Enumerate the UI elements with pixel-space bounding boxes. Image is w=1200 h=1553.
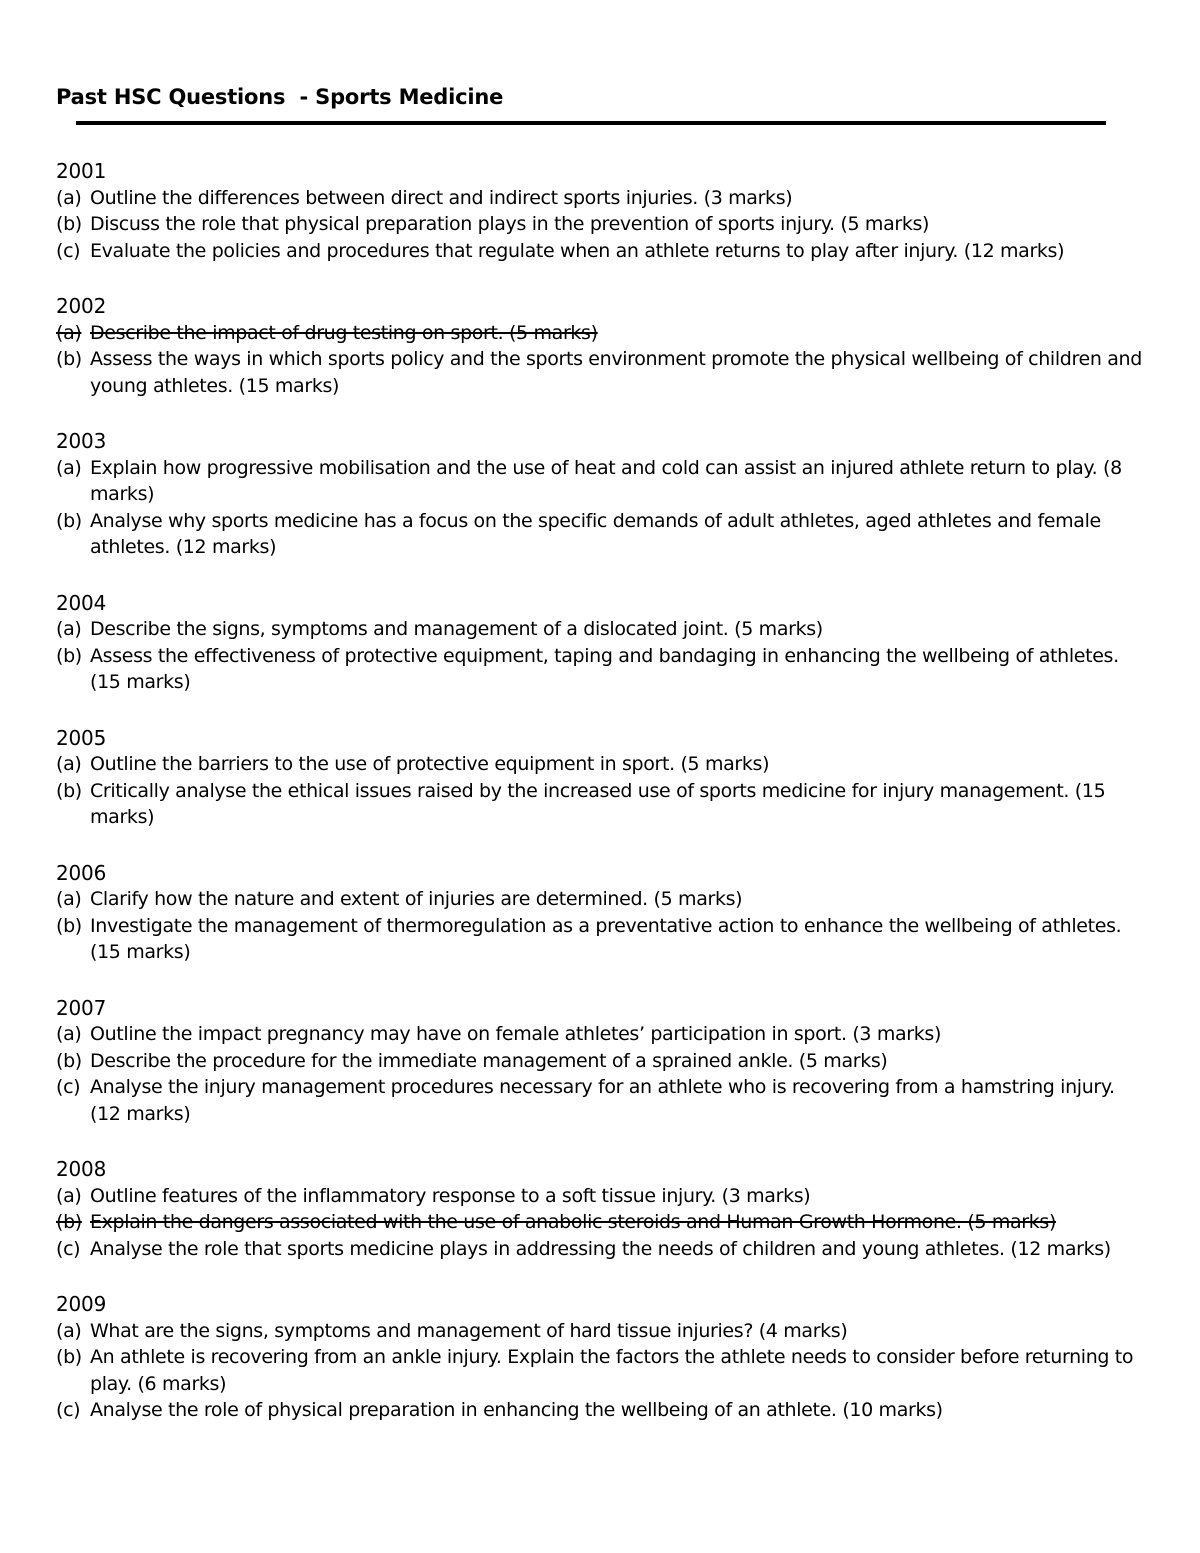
year-section (56, 293, 1146, 399)
question-label: (a) (56, 1184, 82, 1207)
question-text: Outline the differences between direct and indirect sports injuries. (3 marks) (90, 186, 793, 209)
question-label: (a) (56, 888, 82, 910)
question-item (56, 455, 1146, 508)
question-text: Analyse the injury management procedures necessary for an athlete who is recovering from a hamstring injury. (12 marks) (90, 1076, 1115, 1125)
question-label: (b) (56, 779, 82, 802)
question-text: Assess the ways in which sports policy and the sports environment promote the physical wellbeing of children and young athletes. (15 marks) (90, 348, 1142, 397)
question-label: (c) (56, 239, 81, 262)
year-section (56, 860, 1146, 966)
question-text: Analyse the role that sports medicine plays in addressing the needs of children and young athletes. (12 marks) (90, 1237, 1111, 1260)
question-item (56, 616, 1146, 643)
question-item (56, 1318, 1146, 1345)
question-item (56, 185, 1146, 212)
question-item (56, 1236, 1146, 1263)
year-heading: 2001 (56, 159, 107, 183)
question-text: Clarify how the nature and extent of injuries are determined. (5 marks) (90, 888, 743, 910)
year-section (56, 995, 1146, 1128)
question-label: (b) (56, 644, 82, 667)
question-item (56, 1021, 1146, 1048)
title-rule (76, 121, 1106, 125)
question-text: Explain how progressive mobilisation and the use of heat and cold can assist an injured athlete return to play. (8 marks) (90, 456, 1122, 505)
question-item (56, 211, 1146, 238)
question-label: (b) (56, 1346, 82, 1368)
question-label: (a) (56, 753, 82, 775)
question-item (56, 913, 1146, 966)
year-heading: 2005 (56, 725, 107, 750)
question-text: Evaluate the policies and procedures that regulate when an athlete returns to play after injury. (12 marks) (90, 239, 1065, 262)
question-item (56, 1183, 1146, 1210)
question-item (56, 1074, 1146, 1127)
question-label: (a) (56, 321, 82, 344)
question-text: What are the signs, symptoms and management of hard tissue injuries? (4 marks) (90, 1319, 848, 1342)
question-label: (b) (56, 914, 82, 937)
question-text: Analyse why sports medicine has a focus on the specific demands of adult athletes, aged athletes and female athletes. (12 marks) (90, 509, 1101, 558)
question-label: (a) (56, 618, 82, 640)
year-heading: 2008 (56, 1157, 107, 1181)
year-section (56, 725, 1146, 831)
question-text: Describe the signs, symptoms and management of a dislocated joint. (5 marks) (90, 618, 823, 640)
question-label: (a) (56, 1319, 82, 1342)
question-item (56, 643, 1146, 696)
question-label: (b) (56, 1211, 82, 1233)
question-label: (b) (56, 348, 82, 370)
question-text: Analyse the role of physical preparation in enhancing the wellbeing of an athlete. (10 marks) (90, 1399, 943, 1421)
question-item (56, 508, 1146, 561)
question-text: Outline features of the inflammatory response to a soft tissue injury. (3 marks) (90, 1184, 811, 1207)
question-label: (a) (56, 456, 82, 479)
question-item (56, 1048, 1146, 1075)
question-text: An athlete is recovering from an ankle injury. Explain the factors the athlete needs to consider before returning to play. (6 marks) (90, 1346, 1134, 1395)
question-text: Explain the dangers associated with the use of anabolic steroids and Human Growth Hormone. (5 marks) (90, 1211, 1057, 1233)
year-heading: 2003 (56, 429, 107, 453)
question-text: Investigate the management of thermoregulation as a preventative action to enhance the wellbeing of athletes. (15 marks) (90, 914, 1122, 963)
year-heading: 2002 (56, 294, 107, 318)
question-item (56, 778, 1146, 831)
question-text: Outline the barriers to the use of protective equipment in sport. (5 marks) (90, 753, 770, 775)
year-section (56, 158, 1146, 264)
question-text: Assess the effectiveness of protective equipment, taping and bandaging in enhancing the wellbeing of athletes. (15 marks) (90, 644, 1119, 693)
question-item-struck (56, 320, 1146, 347)
question-item (56, 238, 1146, 265)
question-item (56, 1397, 1146, 1424)
question-text: Describe the procedure for the immediate management of a sprained ankle. (5 marks) (90, 1049, 888, 1072)
question-label: (b) (56, 1049, 82, 1072)
question-item-struck (56, 1209, 1146, 1236)
year-heading: 2007 (56, 995, 107, 1020)
question-label: (c) (56, 1237, 81, 1260)
question-label: (b) (56, 509, 82, 532)
year-section (56, 590, 1146, 696)
question-label: (b) (56, 213, 82, 235)
question-item (56, 346, 1146, 399)
question-list (56, 158, 1146, 1424)
year-heading: 2006 (56, 860, 107, 885)
year-section (56, 1156, 1146, 1262)
question-text: Outline the impact pregnancy may have on female athletes’ participation in sport. (3 marks) (90, 1023, 942, 1045)
question-item (56, 751, 1146, 778)
question-text: Discuss the role that physical preparation plays in the prevention of sports injury. (5 marks) (90, 213, 930, 235)
question-label: (a) (56, 186, 82, 209)
year-section (56, 428, 1146, 561)
year-heading: 2009 (56, 1292, 107, 1316)
document-page (56, 82, 1146, 1424)
year-heading: 2004 (56, 590, 107, 615)
question-label: (a) (56, 1023, 82, 1045)
document-title: Past HSC Questions - Sports Medicine (56, 85, 504, 109)
question-label: (c) (56, 1399, 81, 1421)
question-item (56, 1344, 1146, 1397)
question-text: Critically analyse the ethical issues raised by the increased use of sports medicine for injury management. (15 marks) (90, 779, 1106, 828)
question-text: Describe the impact of drug testing on sport. (5 marks) (90, 321, 598, 344)
year-section (56, 1291, 1146, 1424)
question-item (56, 886, 1146, 913)
question-label: (c) (56, 1076, 81, 1098)
